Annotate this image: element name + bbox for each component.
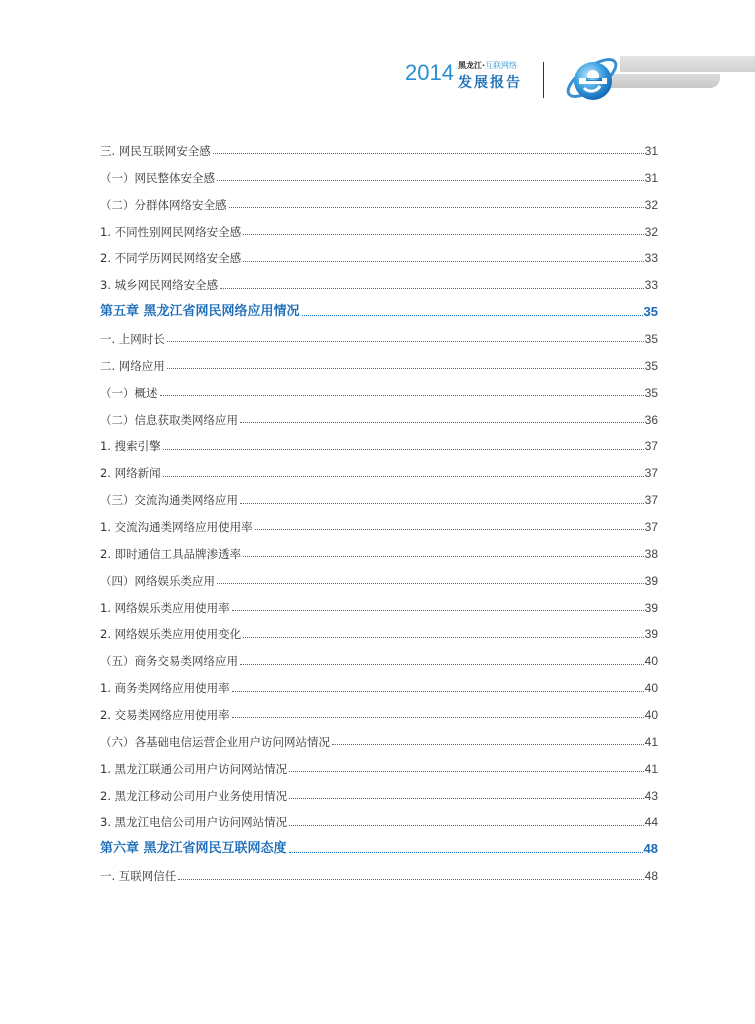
dot-leader	[289, 851, 643, 853]
header-divider	[543, 62, 544, 98]
toc-page-number: 35	[644, 332, 658, 347]
dot-leader	[243, 636, 644, 638]
toc-page-number: 39	[644, 627, 658, 642]
toc-page-number: 38	[644, 546, 658, 561]
toc-entry-title: 2. 不同学历网民网络安全感	[100, 251, 242, 266]
table-of-contents	[100, 138, 658, 890]
toc-entry-title: 1. 商务类网络应用使用率	[100, 681, 230, 696]
subtitle-region: 黑龙江·	[458, 61, 486, 70]
toc-entry-title: （二）信息获取类网络应用	[100, 412, 238, 427]
toc-entry[interactable]	[100, 675, 658, 702]
toc-entry[interactable]	[100, 729, 658, 756]
toc-entry[interactable]	[100, 595, 658, 622]
report-subtitle	[458, 60, 517, 71]
toc-entry-title: 三. 网民互联网安全感	[100, 144, 211, 158]
toc-entry-title: 2. 黑龙江移动公司用户业务使用情况	[100, 788, 288, 803]
toc-entry-title: 2. 即时通信工具品牌渗透率	[100, 546, 242, 561]
toc-page-number: 33	[644, 278, 658, 293]
toc-chapter-entry[interactable]	[100, 299, 658, 326]
toc-page-number: 31	[644, 144, 658, 158]
banner-stripe-top	[620, 56, 755, 72]
toc-entry-title: 2. 网络新闻	[100, 466, 161, 481]
toc-entry-title: 一. 互联网信任	[100, 869, 177, 884]
toc-entry[interactable]	[100, 192, 658, 219]
banner-stripe-bottom	[610, 74, 720, 88]
dot-leader	[240, 421, 644, 423]
toc-page-number: 35	[643, 304, 658, 320]
toc-entry[interactable]	[100, 407, 658, 434]
toc-entry-title: （一）网民整体安全感	[100, 170, 215, 185]
internet-e-logo-icon	[562, 48, 622, 108]
toc-entry[interactable]	[100, 541, 658, 568]
toc-entry[interactable]	[100, 568, 658, 595]
dot-leader	[213, 152, 644, 154]
dot-leader	[255, 528, 644, 530]
toc-entry[interactable]	[100, 514, 658, 541]
dot-leader	[289, 770, 644, 772]
report-year: 2014	[405, 60, 454, 85]
toc-entry-title: （四）网络娱乐类应用	[100, 573, 215, 588]
toc-entry-title: 1. 搜索引擎	[100, 439, 161, 454]
toc-page-number: 44	[644, 815, 658, 830]
toc-entry[interactable]	[100, 219, 658, 246]
toc-entry-title: 3. 黑龙江电信公司用户访问网站情况	[100, 815, 288, 830]
toc-entry[interactable]	[100, 809, 658, 836]
toc-page-number: 32	[644, 224, 658, 239]
dot-leader	[163, 448, 644, 450]
toc-entry-title: 2. 网络娱乐类应用使用变化	[100, 627, 242, 642]
toc-entry-title: 1. 黑龙江联通公司用户访问网站情况	[100, 761, 288, 776]
dot-leader	[240, 502, 644, 504]
toc-page-number: 41	[644, 761, 658, 776]
toc-chapter-entry[interactable]	[100, 836, 658, 863]
toc-page-number: 31	[644, 170, 658, 185]
toc-page-number: 37	[644, 520, 658, 535]
toc-page-number: 39	[644, 600, 658, 615]
toc-page-number: 39	[644, 573, 658, 588]
toc-entry[interactable]	[100, 621, 658, 648]
toc-entry[interactable]	[100, 648, 658, 675]
toc-entry-title: （六）各基础电信运营企业用户访问网站情况	[100, 734, 330, 749]
toc-page-number: 33	[644, 251, 658, 266]
toc-entry-title: 一. 上网时长	[100, 332, 165, 347]
toc-page-number: 48	[643, 841, 658, 857]
toc-page-number: 35	[644, 358, 658, 373]
toc-entry[interactable]	[100, 756, 658, 783]
toc-entry-title: （三）交流沟通类网络应用	[100, 493, 238, 508]
dot-leader	[302, 314, 643, 316]
toc-page-number: 37	[644, 466, 658, 481]
toc-entry-title: 第六章 黑龙江省网民互联网态度	[100, 841, 287, 857]
toc-page-number: 35	[644, 385, 658, 400]
toc-page-number: 37	[644, 493, 658, 508]
dot-leader	[167, 340, 644, 342]
toc-entry[interactable]	[100, 353, 658, 380]
toc-entry-title: 1. 不同性别网民网络安全感	[100, 224, 242, 239]
dot-leader	[243, 260, 644, 262]
toc-entry[interactable]	[100, 460, 658, 487]
toc-entry[interactable]	[100, 783, 658, 810]
dot-leader	[232, 690, 644, 692]
dot-leader	[163, 475, 644, 477]
dot-leader	[240, 663, 644, 665]
dot-leader	[243, 555, 644, 557]
dot-leader	[229, 206, 644, 208]
toc-entry-title: 1. 交流沟通类网络应用使用率	[100, 520, 253, 535]
dot-leader	[217, 179, 644, 181]
toc-entry[interactable]	[100, 863, 658, 890]
toc-entry[interactable]	[100, 326, 658, 353]
toc-entry[interactable]	[100, 138, 658, 165]
toc-entry[interactable]	[100, 702, 658, 729]
dot-leader	[332, 743, 644, 745]
dot-leader	[167, 367, 644, 369]
dot-leader	[232, 716, 644, 718]
dot-leader	[289, 824, 644, 826]
toc-entry-title: 2. 交易类网络应用使用率	[100, 708, 230, 723]
toc-entry[interactable]	[100, 165, 658, 192]
dot-leader	[217, 582, 644, 584]
toc-entry-title: （二）分群体网络安全感	[100, 197, 227, 212]
toc-page-number: 36	[644, 412, 658, 427]
dot-leader	[243, 233, 644, 235]
toc-entry-title: 1. 网络娱乐类应用使用率	[100, 600, 230, 615]
subtitle-topic: 互联网络	[485, 61, 518, 70]
dot-leader	[289, 797, 644, 799]
toc-page-number: 41	[644, 734, 658, 749]
toc-entry-title: （五）商务交易类网络应用	[100, 654, 238, 669]
toc-page-number: 40	[644, 681, 658, 696]
dot-leader	[220, 287, 644, 289]
dot-leader	[232, 609, 644, 611]
toc-page-number: 48	[644, 869, 658, 884]
toc-page-number: 43	[644, 788, 658, 803]
toc-page-number: 40	[644, 654, 658, 669]
toc-entry-title: （一）概述	[100, 385, 158, 400]
toc-entry-title: 3. 城乡网民网络安全感	[100, 278, 219, 293]
dot-leader	[178, 878, 643, 880]
toc-entry-title: 第五章 黑龙江省网民网络应用情况	[100, 304, 300, 320]
report-title: 发展报告	[458, 75, 522, 91]
toc-entry[interactable]	[100, 380, 658, 407]
toc-entry[interactable]	[100, 487, 658, 514]
toc-page-number: 40	[644, 708, 658, 723]
toc-page-number: 37	[644, 439, 658, 454]
toc-entry-title: 二. 网络应用	[100, 358, 165, 373]
page-header	[0, 0, 755, 120]
dot-leader	[160, 394, 644, 396]
toc-page-number: 32	[644, 197, 658, 212]
toc-entry[interactable]	[100, 272, 658, 299]
toc-entry[interactable]	[100, 245, 658, 272]
toc-entry[interactable]	[100, 433, 658, 460]
